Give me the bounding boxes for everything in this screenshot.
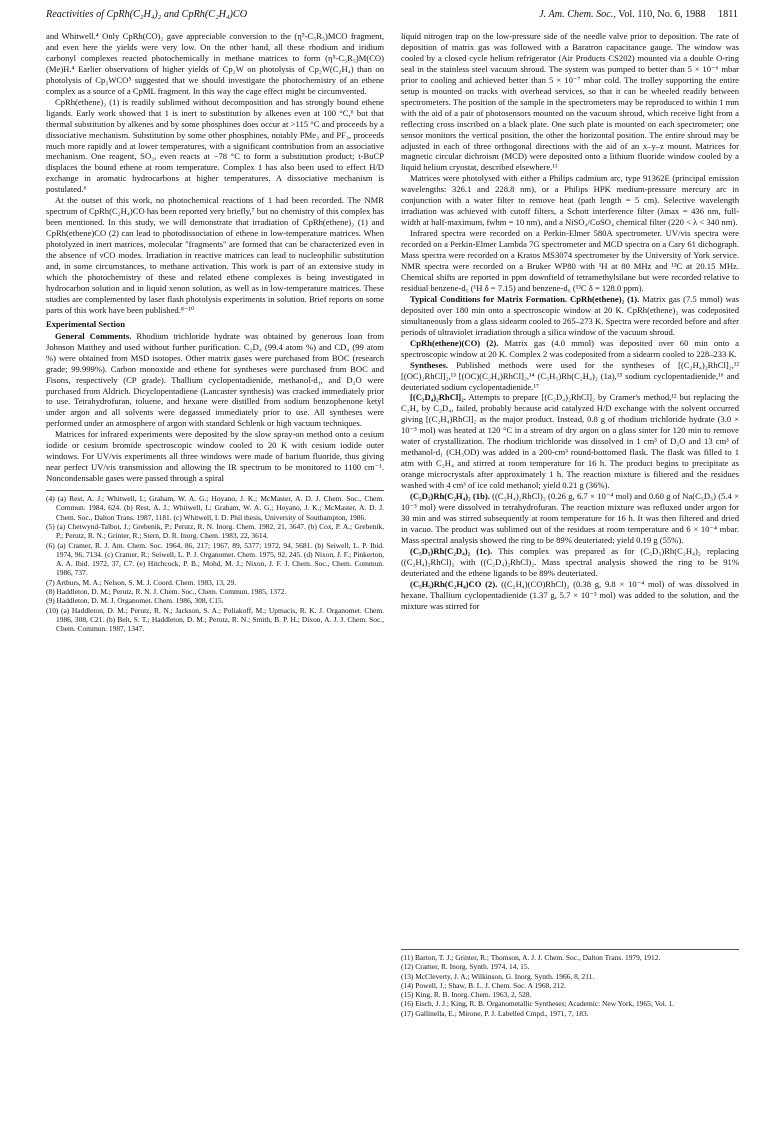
reference: (9) Haddleton, D. M. J. Organomet. Chem. 1986, 308, C15. [46,596,224,606]
paragraph-text: Attempts to prepare [(C₂D₄)₂RhCl]₂ by Cramer's method,¹² but replacing the C₂H₄ by C₂D₄, failed, probably because acid catalyzed H/D exchange with the solvent occurred giving [(C₂H₄)RhCl]₂ as the major product. Instead, 0.8 g of rhodium trichloride hydrate (3.0 × 10⁻³ mol) was heated at 120 °C in a stream of dry argon on a glass sinter for 120 min to remove water of crystallization. The rhodium trichloride was dissolved in 1 cm³ of D₂O and 13 cm³ of methanol-d₁ (CH₃OD) was added in a 200-cm³ round-bottomed flask. The flask was filled to 1 atm with C₂H₄ and stirred at room temperature for 16 h. The product begins to precipitate as orange microcrystals after approximately 1 h. The reaction mixture is filtered and the residues washed with 4 cm³ of ice cold methanol; yield 0.21 g (36%). [401,392,739,491]
paragraph-heading: (C₅H₅)Rh(C₂H₄)CO (2). [410,578,498,589]
paragraph-text: ((C₂H₄)₂RhCl)₂ (0.26 g, 6.7 × 10⁻⁴ mol) and 0.60 g of Na(C₅D₅) (5.4 × 10⁻³ mol) were dissolved in tetrahydrofuran. The reaction mixture was refluxed under argon for 30 min and was stirred subsequently at room temperature for 16 h. It was then filtered and dried in vacuo. The product was sublimed out of the residues at room temperature and 6 × 10⁻⁴ mbar. Mass spectral analysis showed the ring to be 89% deuteriated; yield 0.19 g (55%). [401,491,739,545]
reference: (13) McCleverty, J. A.; Wilkinson, G. Inorg. Synth. 1966, 8, 211. [401,971,595,981]
reference: (4) (a) Rest, A. J.; Whitwell, I.; Graham, W. A. G.; Hoyano, J. K.; McMaster, A. D. J. Chem. Soc., Chem. Commun. 1984, 624. (b) Rest, A. J.; Whitwell, I.; Graham, W. A. G.; Hoyano, J. K.; McMaster, A. D. J. Chem. Soc., Dalton Trans. 1987, 1181. (c) Whitwell, I. D. Phil thesis, University of Southampton, 1986. [46,494,384,522]
footnotes [46,490,384,633]
paragraph: liquid nitrogen trap on the low-pressure side of the needle valve prior to deposition. The rate of deposition of matrix gas was followed with a Baratron capacitance gauge. The window was cooled by a closed cycle helium refrigerator (Air Products CS202) mounted via a double O-ring seal in the stainless steel vacuum shroud. The system was pumped to better than 5 × 10⁻⁶ mbar prior to cooling and achieved better than 5 × 10⁻⁷ mbar cold. The trolley supporting the entire setup is mounted on tracks with overhead services, so that it can be wheeled readily between spectrometers. The position of the sample in the spectrometers may be reproduced to within 1 mm with the aid of a pair of photosensors mounted on the vacuum shroud, which receive light from a reflecting cross inscribed on a black plate. One such plate is mounted on each spectrometer; one sensor monitors the vertical position, the other the horizontal position. The entire shroud may be adjusted in each of three orthogonal directions with the aid of an x–y–z mount. Matrices for magnetic circular dichroism (MCD) were deposited onto a lithium fluoride window cooled by a liquid helium cryostat, described elsewhere.¹¹ [401,31,739,173]
paragraph-text: Published methods were used for the syntheses of [(C₂H₄)₂RhCl]₂,¹² [(OC)₂RhCl]₂,¹³ [(OC)(C₂H₄)RhCl]₂,¹⁴ (C₅H₅)Rh(C₂H₄)₂ (1a),¹⁵ sodium cyclopentadienide,¹⁶ and deuteriated sodium cyclopentadienide.¹⁷ [401,359,739,392]
paragraph-text: This complex was prepared as for (C₅D₅)Rh(C₂H₄)₂ replacing ((C₂H₄)₂RhCl)₂ with ((C₂D₄)₂RhCl)₂. Mass spectral analysis showed the ring to be 91% deuteriated and the ethene ligands to be 89% deuteriated. [401,545,739,578]
reference: (17) Gallinella, E.; Mirone, P. J. Labelled Cmpd., 1971, 7, 183. [401,1008,589,1018]
paragraph-heading: [(C₂D₄)₂RhCl]₂. [410,392,466,403]
reference: (7) Arthurs, M. A.; Nelson, S. M. J. Coord. Chem. 1983, 13, 29. [46,577,237,587]
journal-volume: Vol. 110, No. 6, 1988 [618,9,706,20]
paragraph [46,331,384,430]
reference: (11) Barton, T. J.; Grinter, R.; Thomson, A. J. J. Chem. Soc., Dalton Trans. 1979, 1912. [401,953,661,962]
paragraph: Matrices for infrared experiments were deposited by the slow spray-on method onto a cesium iodide or cesium bromide spectroscopic window cooled to 20 K with cesium iodide outer windows. For UV/vis experiments all three windows were made of barium fluoride, thus giving near perfect UV/vis transmission and allowing the IR spectrum to be monitored to 1100 cm⁻¹. Noncondensable gases were passed through a spiral [46,429,384,484]
journal-name: J. Am. Chem. Soc., [539,9,616,20]
reference: (8) Haddleton, D. M.; Perutz, R. N. J. Chem. Soc., Chem. Commun. 1985, 1372. [46,587,287,597]
reference: (15) King, R. B. Inorg. Chem. 1963, 2, 528. [401,990,532,1000]
reference: (16) Eisch, J. J.; King, R. B. Organometallic Syntheses; Academic: New York, 1965; Vol. 1. [401,999,675,1009]
paragraph [401,294,739,338]
section-heading: Experimental Section [46,318,126,329]
left-column [46,31,384,634]
paragraph: Infrared spectra were recorded on a Perkin-Elmer 580A spectrometer. UV/vis spectra were recorded on a Perkin-Elmer Lambda 7G spectrometer and MCD spectra on a Cary 61 dichograph. Mass spectra were recorded on a Kratos MS3074 spectrometer by the University of York service. NMR spectra were recorded on a Bruker WP80 with ¹H at 80 MHz and ¹³C at 20.15 MHz. Chemical shifts are reported in ppm downfield of tetramethylsilane but were recorded relative to residual benzene-d₅ (¹H δ = 7.15) and benzene-d₆ (¹³C δ = 128.0 ppm). [401,228,739,293]
paragraph-heading: CpRh(ethene)(CO) (2). [410,337,499,348]
journal-citation [539,9,738,20]
reference: (12) Cramer, R. Inorg. Synth. 1974, 14, 15. [401,962,530,972]
footnotes-right [401,949,739,1018]
paragraph [401,360,739,393]
paragraph-heading: (C₅D₅)Rh(C₂H₄)₂ (1b). [410,491,490,502]
paragraph: and Whitwell.⁴ Only CpRh(CO)₂ gave appreciable conversion to the (η⁵-C₅R₅)MCO fragment, and even here the yields were very low. On the other hand, all these rhodium and iridium carbonyl complexes reacted photochemically in methane matrices to form (η⁵-C₅R₅)M(CO)(Me)H.⁴ Earlier observations of higher yields of Cp₂W on photolysis of Cp₂W(C₂H₄) than on photolysis of Cp₂WCO⁵ suggested that we should investigate the photochemistry of an ethene complex as a source of a CpML fragment. In this way the cage effect might be circumvented. [46,31,384,96]
paragraph: At the outset of this work, no photochemical reactions of 1 had been recorded. The NMR spectrum of CpRh(C₂H₄)CO has been reported very briefly,⁷ but no chemistry of this complex has been mentioned. In this study, we will demonstrate that irradiation of CpRh(ethene)₂ (1) and CpRh(ethene)CO (2) can lead to photodissociation of ethene in low-temperature matrices. When photolyzed in inert matrices, molecular "fragments" are formed that can be characterized even in the absence of νCO modes. Irradiation in reactive matrices can lead to nucleophilic substitution and, in some circumstances, to methane activation. This work is part of an extensive study in which the photochemistry of these and related ethene complexes is being investigated in hydrocarbon solution and in liquid xenon solution, as well as in low-temperature matrices. These studies are complemented by laser flash photolysis experiments in solution. Brief reports on some parts of this work have been published.⁸⁻¹⁰ [46,195,384,315]
paragraph [401,579,739,612]
reference: (10) (a) Haddleton, D. M.; Perutz, R. N.; Jackson, S. A.; Poliakoff, M.; Upmacis, R. K. J. Organomet. Chem. 1986, 308, C21. (b) Belt, S. T.; Haddleton, D. M.; Perutz, R. N.; Smith, B. P. H.; Dixon, A. J. J. Chem. Soc., Chem. Commun. 1987, 1347. [46,605,384,634]
paragraph: Matrices were photolysed with either a Philips cadmium arc, type 91362E (principal emission wavelengths: 326.1 and 228.8 nm), or a Philips HPK medium-pressure mercury arc in conjunction with a water filter to remove heat (path length = 5 cm). Selective wavelength irradiation was achieved with cutoff filters, a Schott interference filter (λmax = 436 nm, full-width at half-maximum, fwhm = 10 nm), and a NiSO₄/CoSO₄ chemical filter (220 < λ < 340 nm). [401,173,739,228]
running-header [46,9,738,25]
right-column [401,31,739,612]
paragraph-heading: Typical Conditions for Matrix Formation. CpRh(ethene)₂ (1). [410,293,640,304]
reference: (6) (a) Cramer, R. J. Am. Chem. Soc. 1964, 86, 217; 1967, 89, 5377; 1972, 94, 5681. (b) Seiwell, L. P. Ibid. 1974, 96, 7134. (c) Cramer, R.; Seiwell, L. P. J. Organomet. Chem. 1975, 92, 245. (d) Nixon, J. F.; Pinkerton, A. A. Ibid. 1972, 37, C7. (e) Hitchcock, P. B.; Mohd, M. J.; Nixon, J. F. J. Chem. Soc., Chem. Commun. 1986, 737. [46,540,384,578]
paragraph: CpRh(ethene)₂ (1) is readily sublimed without decomposition and has strongly bound ethene ligands. Early work showed that 1 is inert to substitution by alkenes even at 100 °C,⁶ but that thermal substitution by alkenes and by some phosphines does occur at >115 °C and proceeds by a dissociative mechanism. Substitution by some other phosphines, notably PMe₃ and PF₃, proceeds much more rapidly and at lower temperatures, with a significant contribution from an associative mechanism. One reagent, SO₂, even reacts at −78 °C to form a substitution product; t-BuCP displaces the bound ethene at room temperature. Complex 1 has also been used to effect H/D exchange in aromatic hydrocarbons at higher temperatures. A dissociative mechanism is postulated.⁶ [46,96,384,195]
paragraph [401,546,739,579]
paragraph-heading: Syntheses. [410,359,448,370]
paragraph [401,491,739,546]
paragraph [401,338,739,360]
paragraph-heading: (C₅D₅)Rh(C₂D₄)₂ (1c). [410,545,493,556]
paragraph [401,392,739,491]
paragraph-heading: General Comments. [55,330,132,341]
paragraph-text: Matrix gas (7.5 mmol) was deposited over 180 min onto a spectroscopic window at 20 K. CpRh(ethene)₂ was codeposited simultaneously from a glass sidearm cooled to 265–273 K. Spectra were recorded before and after periods of ultraviolet irradiation through a silica window of the vacuum shroud. [401,293,739,337]
running-title: Reactivities of CpRh(C₂H₄)₂ and CpRh(C₂H₄)CO [46,9,248,20]
paragraph-text: ((C₂H₄)(CO)RhCl)₂ (0.38 g, 9.8 × 10⁻⁴ mol) of was dissolved in hexane. Thallium cyclopentadienide (1.37 g, 5.7 × 10⁻³ mol) was added to the solution, and the mixture was stirred for [401,578,739,611]
paragraph-text: Rhodium trichloride hydrate was obtained by generous loan from Johnson Matthey and used without further purification. C₂D₄ (99.4 atom %) and CD₄ (99 atom %) were obtained from MSD isotopes. Other matrix gases were purchased from BOC (research grade; 99.999%). Carbon monoxide and ethene for syntheses were purchased from BOC and Fisons, respectively (CP grade). Thallium cyclopentadienide, methanol-d₁, and D₂O were purchased from Aldrich. Dicyclopentadiene (Lancaster synthesis) was cracked immediately prior to use. Tetrahydrofuran, toluene, and hexane were distilled from sodium benzophenone ketyl under argon and all solvents were degassed immediately prior to use. All syntheses were performed under an atmosphere of argon with standard Schlenk or high vacuum techniques. [46,330,385,429]
reference: (5) (a) Chetwynd-Talbot, J.; Grebenik, P.; Perutz, R. N. Inorg. Chem. 1982, 21, 3647. (b) Cox, P. A.; Grebenik, P.; Perutz, R. N.; Grinter, R.; Stern, D. R. Inorg. Chem. 1983, 22, 3614. [46,521,384,541]
paragraph-text: Matrix gas (4.0 mmol) was deposited over 60 min onto a spectroscopic window at 20 K. Complex 2 was codeposited from a sidearm cooled to 228–233 K. [401,337,739,359]
page-number: 1811 [718,9,738,20]
reference: (14) Powell, J.; Shaw, B. L. J. Chem. Soc. A 1968, 212. [401,980,567,990]
